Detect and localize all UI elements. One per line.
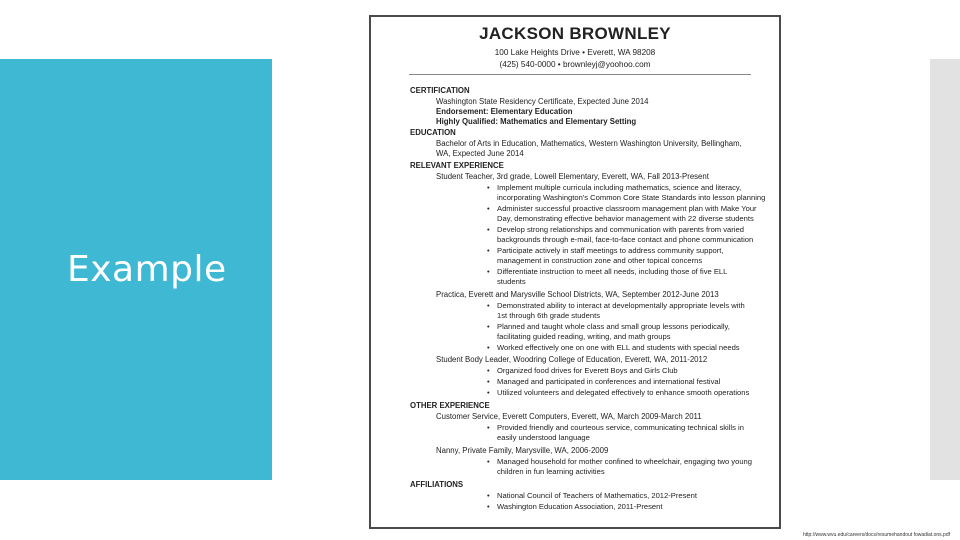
slide-title: Example <box>67 249 227 290</box>
job-title: Student Body Leader, Woodring College of Education, Everett, WA, 2011-2012 <box>436 355 708 364</box>
resume-address: 100 Lake Heights Drive • Everett, WA 98208 <box>494 48 656 57</box>
section-heading-other-experience: OTHER EXPERIENCE <box>410 401 490 410</box>
bullet-item: • Demonstrated ability to interact at developmentally appropriate levels with 1st through 6th grade students <box>487 301 745 320</box>
section-heading-relevant-experience: RELEVANT EXPERIENCE <box>410 161 504 170</box>
source-link[interactable]: http://www.wvu.edu/careers/docs/resumehandout fowadiat.ons.pdf <box>802 532 950 538</box>
bullet-item: • Utilized volunteers and delegated effectively to enhance smooth operations <box>487 388 750 397</box>
bullet-item: • Provided friendly and courteous service, communicating technical skills in easily understood language <box>487 423 744 442</box>
education-line: Bachelor of Arts in Education, Mathematics, Western Washington University, Bellingham, <box>436 139 742 148</box>
bullet-item: • Differentiate instruction to meet all needs, including those of five ELL students <box>487 267 728 286</box>
bullet-item: • Develop strong relationships and communication with parents from varied backgrounds through e-mail, face-to-face contact and phone communication <box>487 225 754 244</box>
bullet-item: • Managed and participated in conferences and international festival <box>487 377 721 386</box>
education-line: WA, Expected June 2014 <box>436 149 524 158</box>
certification-line: Washington State Residency Certificate, Expected June 2014 <box>436 97 649 106</box>
job-title: Customer Service, Everett Computers, Everett, WA, March 2009-March 2011 <box>436 412 702 421</box>
job-title: Nanny, Private Family, Marysville, WA, 2006-2009 <box>436 446 609 455</box>
right-accent-bar <box>930 59 960 480</box>
bullet-item: • Participate actively in staff meetings to address community support, management in construction zone and other topical concerns <box>487 246 724 265</box>
section-heading-certification: CERTIFICATION <box>410 86 470 95</box>
certification-line: Highly Qualified: Mathematics and Elementary Setting <box>436 117 637 126</box>
bullet-item: • Implement multiple curricula including mathematics, science and literacy, incorporating Washington's Common Core State Standards into lesson planning <box>487 183 766 202</box>
resume-image <box>369 15 781 529</box>
bullet-item: • Administer successful proactive classroom management plan with Make Your Day, demonstrating effective behavior management with 22 diverse students <box>487 204 757 223</box>
resume-divider <box>409 74 751 75</box>
section-heading-education: EDUCATION <box>410 128 456 137</box>
bullet-item: • Organized food drives for Everett Boys and Girls Club <box>487 366 678 375</box>
resume-name: JACKSON BROWNLEY <box>479 24 671 43</box>
bullet-item: • Washington Education Association, 2011-Present <box>487 502 663 511</box>
bullet-item: • National Council of Teachers of Mathematics, 2012-Present <box>487 491 697 500</box>
section-heading-affiliations: AFFILIATIONS <box>410 480 464 489</box>
bullet-item: • Managed household for mother confined to wheelchair, engaging two young children in fun learning activities <box>487 457 752 476</box>
bullet-item: • Planned and taught whole class and small group lessons periodically, facilitating guided reading, writing, and math groups <box>487 322 730 341</box>
certification-line: Endorsement: Elementary Education <box>436 107 573 116</box>
bullet-item: • Worked effectively one on one with ELL and students with special needs <box>487 343 740 352</box>
job-title: Student Teacher, 3rd grade, Lowell Elementary, Everett, WA, Fall 2013-Present <box>436 172 709 181</box>
resume-contact: (425) 540-0000 • brownleyj@yoohoo.com <box>499 60 651 69</box>
job-title: Practica, Everett and Marysville School Districts, WA, September 2012-June 2013 <box>436 290 719 299</box>
